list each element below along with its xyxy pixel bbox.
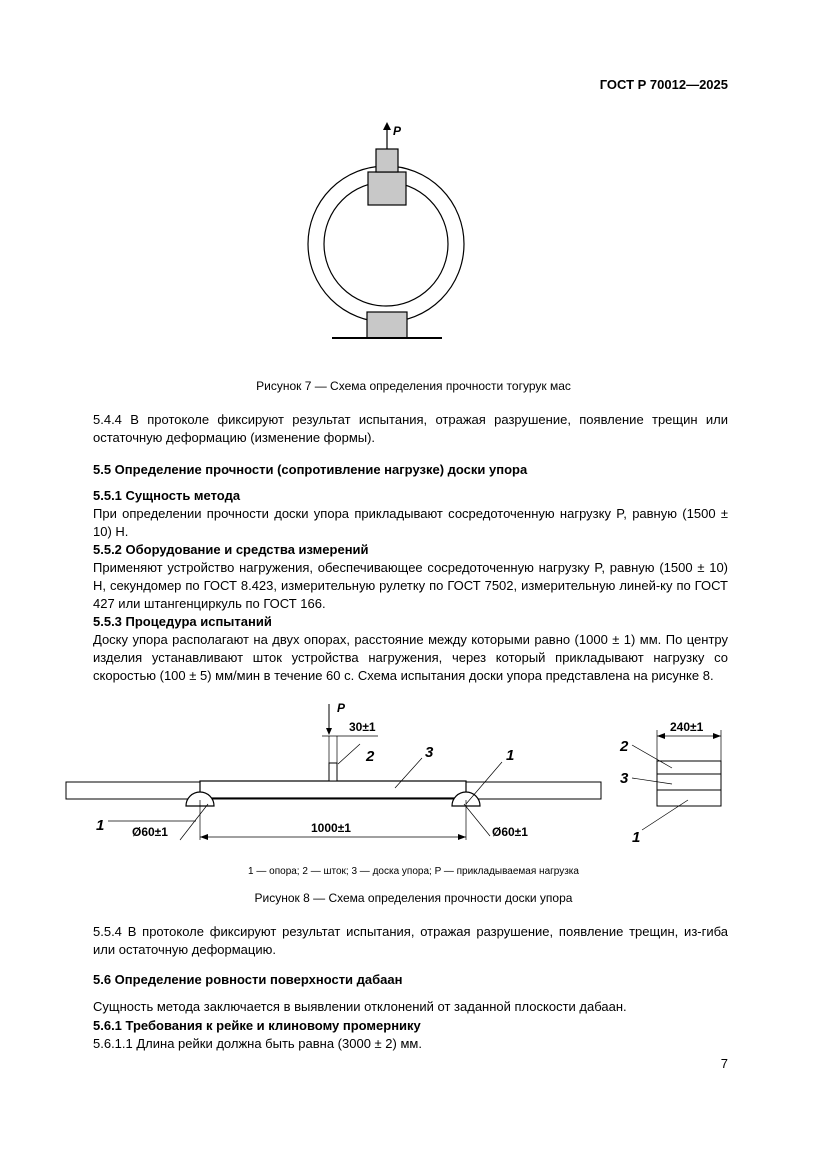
dim-width-arrow-right <box>713 733 721 739</box>
load-arrowhead <box>383 122 391 130</box>
figure-8-caption: Рисунок 8 — Схема определения прочности доски упора <box>254 891 573 905</box>
section-5-5-3-heading: 5.5.3 Процедура испытаний <box>93 614 272 629</box>
upper-clamp <box>368 172 406 205</box>
number-2: 2 <box>366 748 375 765</box>
leader-d-left <box>180 804 208 840</box>
load-label: P <box>393 124 402 138</box>
dim-width-arrow-left <box>657 733 665 739</box>
figure-8-legend: 1 — опора; 2 — шток; 3 — доска упора; P — прикладываемая нагрузка <box>248 866 579 877</box>
document-number: ГОСТ Р 70012—2025 <box>599 77 728 92</box>
dim-span-arrow-left <box>200 834 208 840</box>
section-rod <box>657 761 721 774</box>
paragraph-5-5-4: 5.5.4 В протоколе фиксируют результат испытания, отражая разрушение, появление трещин, из-гиба или остаточную деформацию. <box>93 924 728 957</box>
section-5-6-1-heading: 5.6.1 Требования к рейке и клиновому промернику <box>93 1018 421 1033</box>
paragraph-5-5-3: Доску упора располагают на двух опорах, расстояние между которыми равно (1000 ± 1) мм. По центру изделия устанавливают шток устройства нагружения, через который прикладывают нагрузку со скоростью (100 ± 5) мм/мин в течение 60 с. Схема испытания доски упора представлена на рисунке 8. <box>93 632 728 683</box>
lower-support <box>367 312 407 338</box>
load-label: P <box>337 701 346 715</box>
number-3: 3 <box>425 744 434 761</box>
load-arrowhead <box>326 728 332 735</box>
paragraph-5-6: Сущность метода заключается в выявлении отклонений от заданной плоскости дабаан. <box>93 999 627 1014</box>
dim-rod-label: 30±1 <box>349 720 376 734</box>
paragraph-5-5-1: При определении прочности доски упора прикладывают сосредоточенную нагрузку P, равную (1500 ± 10) Н. <box>93 506 728 539</box>
paragraph-5-5-2: Применяют устройство нагружения, обеспечивающее сосредоточенную нагрузку P, равную (1500 ± 10) Н, секундомер по ГОСТ 8.423, измерительную рулетку по ГОСТ 7502, измерительную линей-ку по ГОСТ 427 или штангенциркуль по ГОСТ 166. <box>93 560 728 611</box>
dim-span-arrow-right <box>458 834 466 840</box>
leader-2 <box>338 744 360 764</box>
figure-8-diagram <box>60 700 740 850</box>
load-rod <box>376 149 398 172</box>
section-number-3: 3 <box>620 770 629 787</box>
dim-span-label: 1000±1 <box>311 821 351 835</box>
number-1-left: 1 <box>96 817 105 834</box>
section-board <box>657 774 721 790</box>
dim-support-right-label: Ø60±1 <box>492 825 528 839</box>
section-5-5-heading: 5.5 Определение прочности (сопротивление нагрузке) доски упора <box>93 462 528 477</box>
page-number: 7 <box>720 1056 728 1071</box>
paragraph-5-6-1-1: 5.6.1.1 Длина рейки должна быть равна (3000 ± 2) мм. <box>93 1036 422 1051</box>
section-leader-2 <box>632 745 672 768</box>
section-5-5-2-heading: 5.5.2 Оборудование и средства измерений <box>93 542 369 557</box>
number-1-right: 1 <box>506 747 515 764</box>
section-5-5-1-heading: 5.5.1 Сущность метода <box>93 488 241 503</box>
paragraph-5-4-4: 5.4.4 В протоколе фиксируют результат испытания, отражая разрушение, появление трещин или остаточную деформацию (изменение формы). <box>93 412 728 445</box>
leader-d-right <box>464 804 490 836</box>
section-number-1: 1 <box>632 829 641 846</box>
dim-width-label: 240±1 <box>670 720 704 734</box>
section-base <box>657 790 721 806</box>
section-5-6-heading: 5.6 Определение ровности поверхности дабаан <box>93 972 403 987</box>
dim-support-left-label: Ø60±1 <box>132 825 168 839</box>
rod <box>329 763 337 781</box>
test-board <box>200 781 466 798</box>
figure-7-diagram <box>300 120 480 350</box>
figure-7-caption: Рисунок 7 — Схема определения прочности тогурук мас <box>256 379 571 393</box>
section-number-2: 2 <box>620 738 629 755</box>
